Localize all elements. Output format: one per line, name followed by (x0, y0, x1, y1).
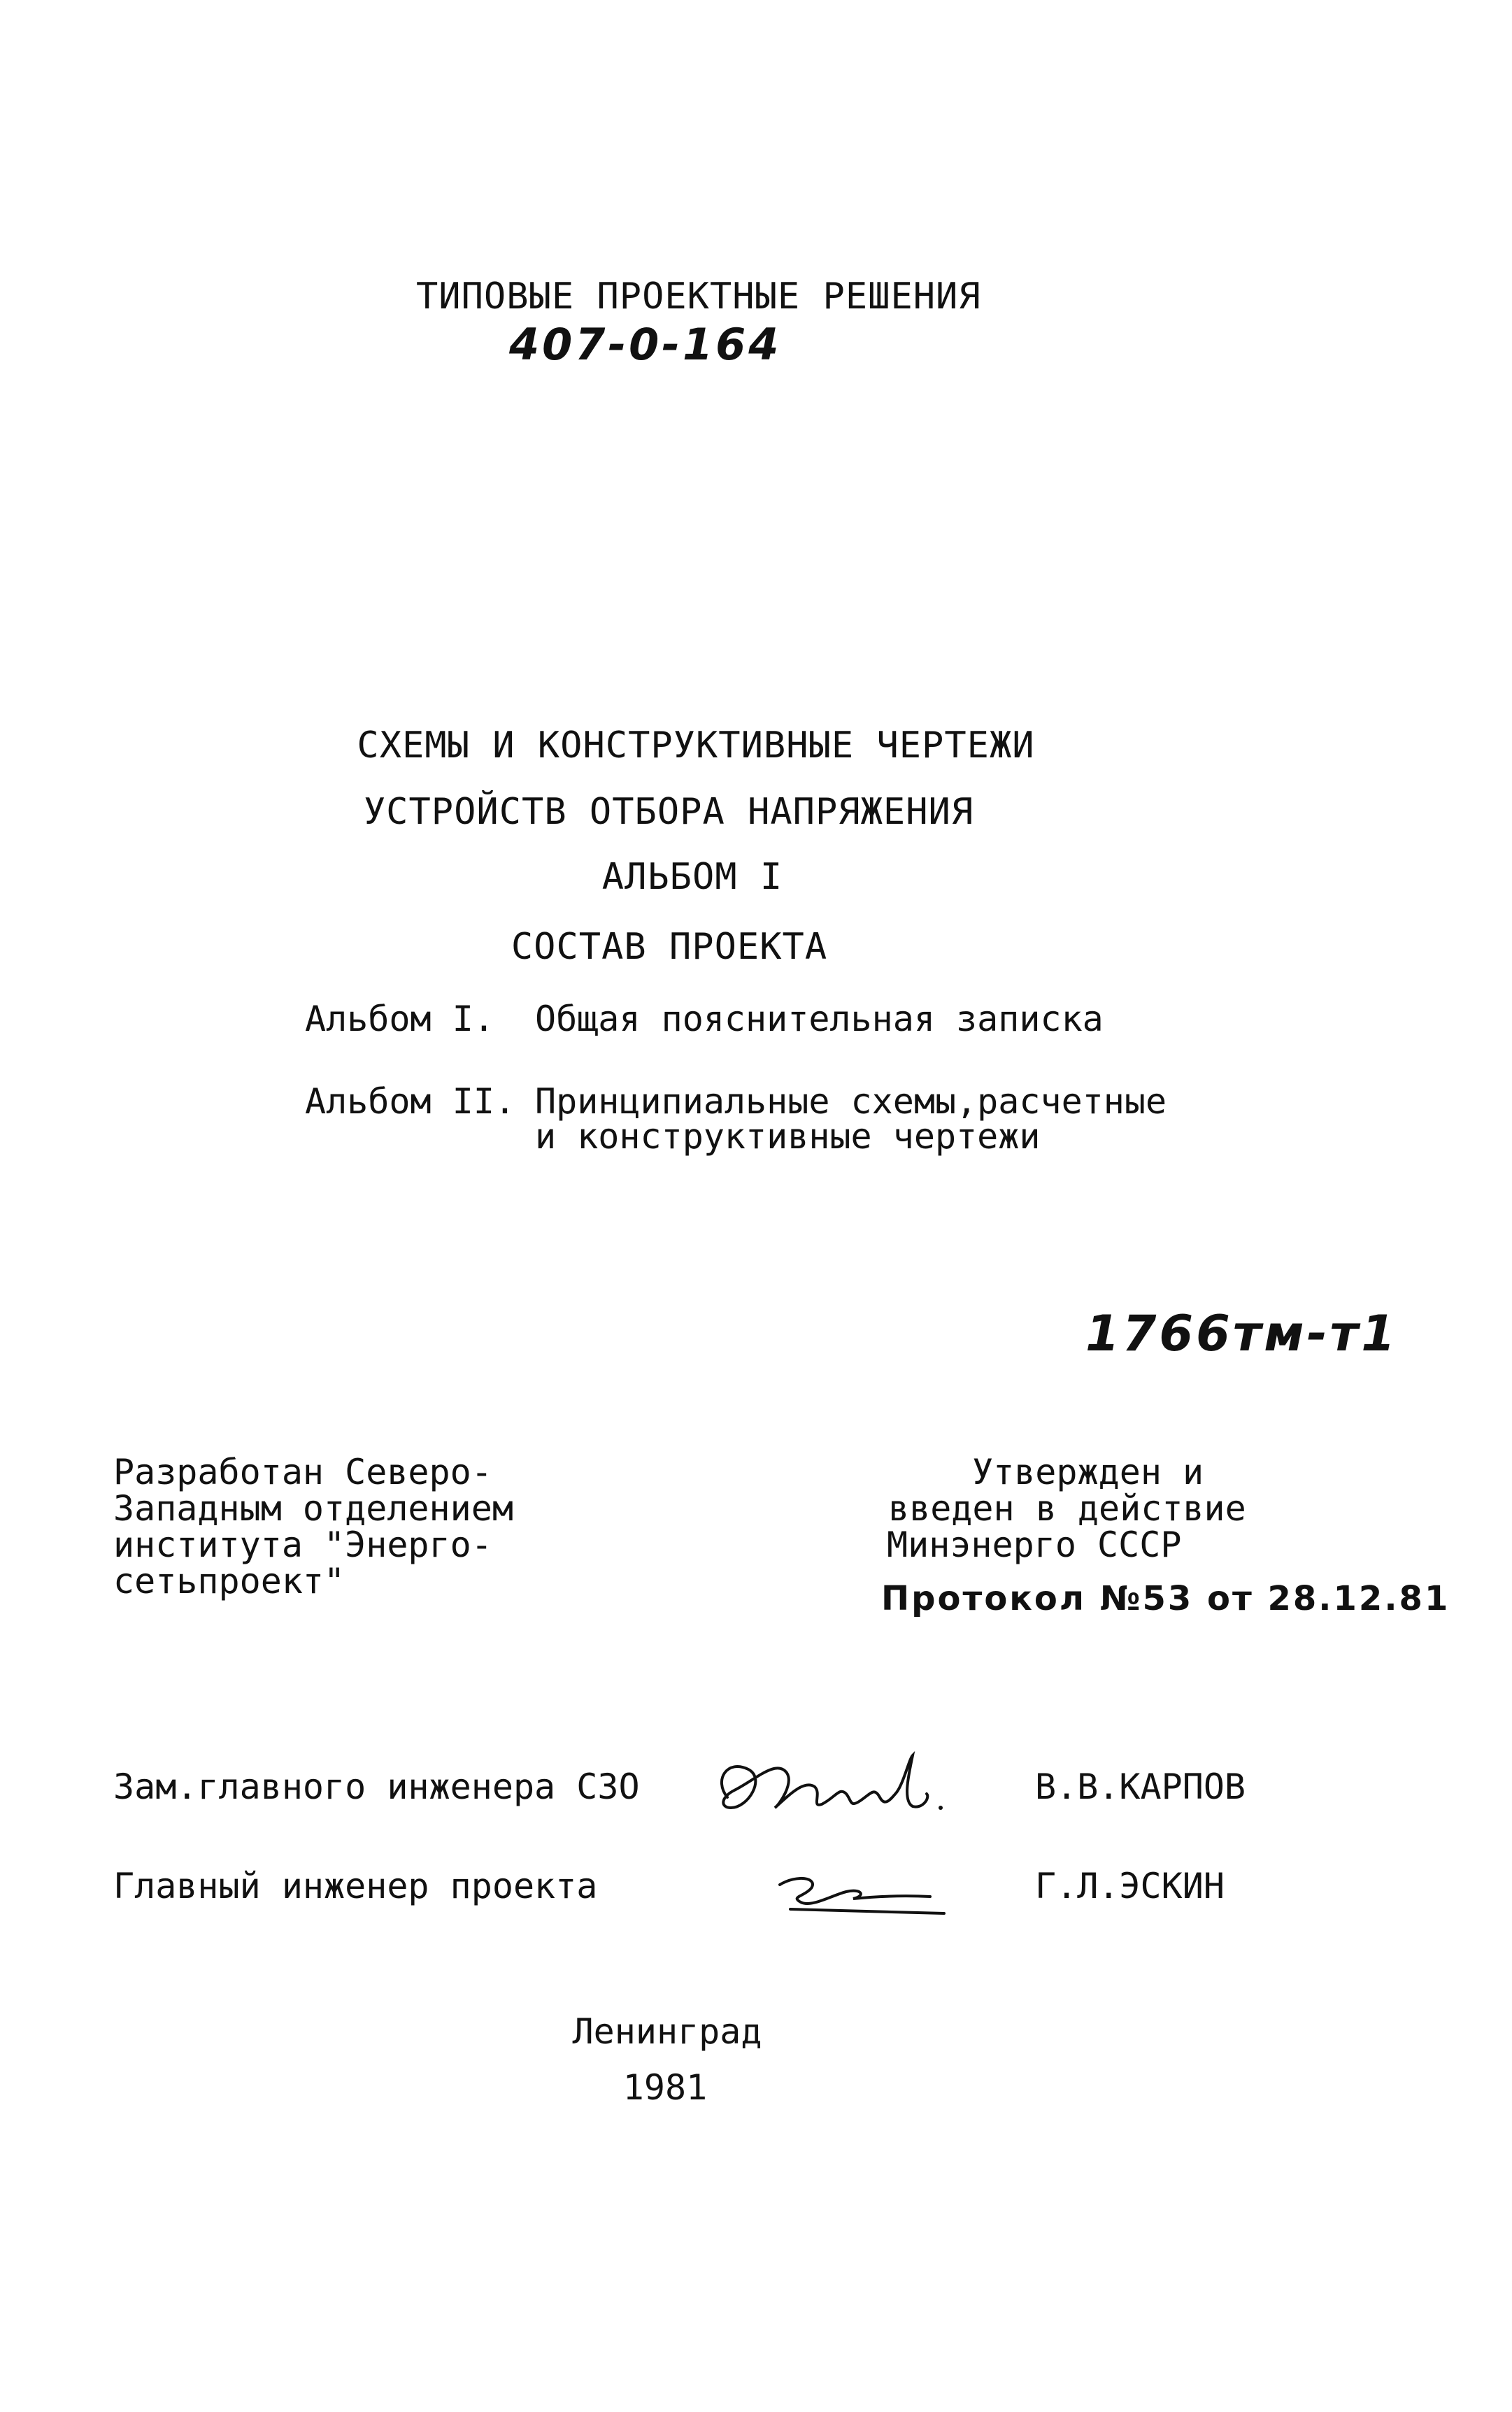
year: 1981 (622, 2067, 708, 2108)
approval-protocol: Протокол №53 от 28.12.81 (881, 1579, 1450, 1618)
album-label: АЛЬБОМ I (601, 856, 783, 898)
series-number: 407-0-164 (509, 319, 782, 370)
signature-karpov (699, 1731, 958, 1843)
contents-album-2-label: Альбом II. (305, 1081, 516, 1122)
title-line-1: СХЕМЫ И КОНСТРУКТИВНЫЕ ЧЕРТЕЖИ (357, 725, 1035, 766)
signature-eskin (769, 1853, 958, 1930)
composition-heading: СОСТАВ ПРОЕКТА (511, 926, 828, 968)
contents-album-1-desc: Общая пояснительная записка (535, 999, 1104, 1039)
signature-name-1: В.В.КАРПОВ (1035, 1767, 1246, 1807)
signature-name-2: Г.Л.ЭСКИН (1035, 1866, 1225, 1906)
developed-by-line-2: Западным отделением (113, 1488, 513, 1529)
contents-album-2-desc-line-2: и конструктивные чертежи (535, 1116, 1041, 1157)
signature-position-2: Главный инженер проекта (113, 1866, 598, 1906)
series-title: ТИПОВЫЕ ПРОЕКТНЫЕ РЕШЕНИЯ (416, 276, 981, 317)
approved-line-3: Минэнерго СССР (887, 1525, 1182, 1565)
inventory-number: 1766тм-т1 (1085, 1305, 1398, 1362)
developed-by-line-4: сетьпроект" (113, 1561, 345, 1601)
contents-album-1-label: Альбом I. (305, 999, 494, 1039)
title-line-2: УСТРОЙСТВ ОТБОРА НАПРЯЖЕНИЯ (363, 791, 974, 833)
contents-album-2-desc-line-1: Принципиальные схемы,расчетные (535, 1081, 1167, 1122)
developed-by-line-3: института "Энерго- (113, 1525, 492, 1565)
city: Ленинград (572, 2011, 762, 2052)
approved-line-1: Утвержден и (972, 1452, 1204, 1492)
signature-position-1: Зам.главного инженера СЗО (113, 1767, 640, 1807)
approved-line-2: введен в действие (888, 1488, 1246, 1529)
developed-by-line-1: Разработан Северо- (113, 1452, 492, 1492)
